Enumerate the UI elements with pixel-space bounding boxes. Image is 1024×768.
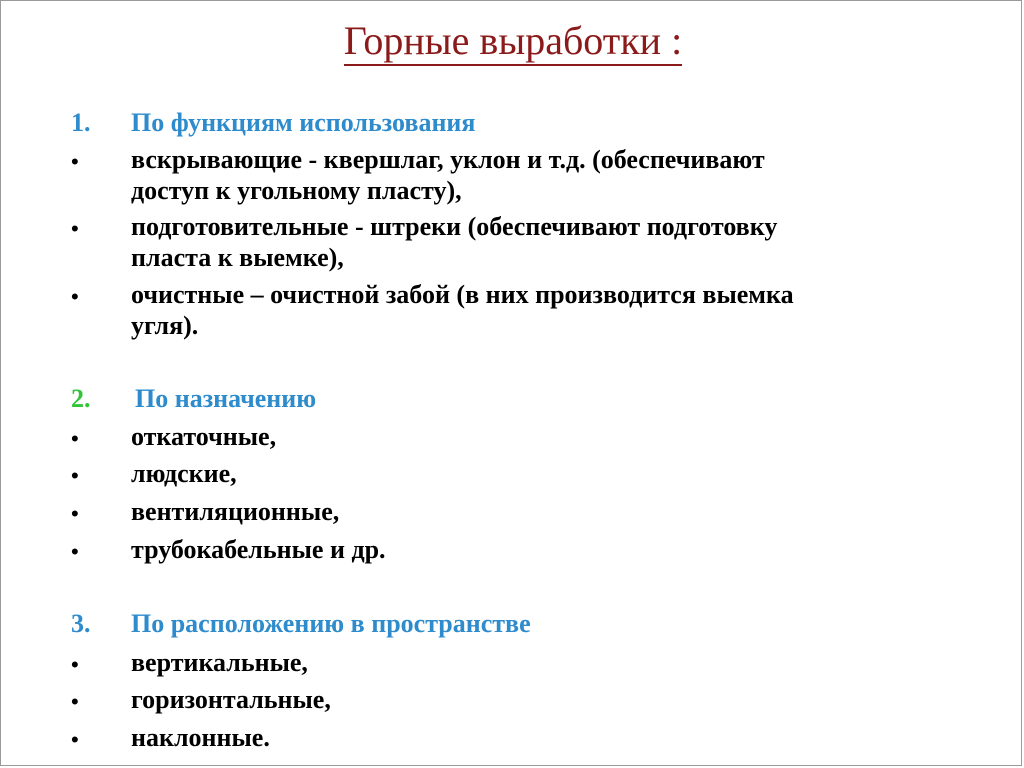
section-3-heading-text: По расположению в пространстве [131, 609, 531, 638]
list-item-line: доступ к угольному пласту), [131, 176, 462, 205]
list-item [1, 534, 1024, 565]
list-item [1, 647, 1024, 678]
bullet-icon: • [71, 216, 79, 241]
list-item-line: трубокабельные и др. [131, 535, 386, 564]
slide-title-text: Горные выработки : [344, 18, 682, 66]
bullet-icon: • [71, 149, 79, 174]
list-item [1, 144, 1024, 206]
list-item-line: вертикальные, [131, 648, 308, 677]
bullet-icon: • [71, 652, 79, 677]
list-item-line: пласта к выемке), [131, 243, 344, 272]
list-item [1, 211, 1024, 273]
section-2-heading-text: По назначению [135, 384, 317, 413]
section-1-marker: 1. [71, 108, 91, 137]
section-3-heading [1, 608, 1024, 639]
list-item-line: подготовительные - штреки (обеспечивают подготовку [131, 212, 778, 241]
list-item-line: откаточные, [131, 422, 277, 451]
section-2-heading [1, 383, 1024, 414]
bullet-icon: • [71, 539, 79, 564]
list-item [1, 421, 1024, 452]
list-item [1, 684, 1024, 715]
bullet-icon: • [71, 463, 79, 488]
list-item [1, 722, 1024, 753]
list-item-line: вскрывающие - квершлаг, уклон и т.д. (обеспечивают [131, 145, 765, 174]
section-1-heading-text: По функциям использования [131, 108, 476, 137]
list-item-line: горизонтальные, [131, 685, 331, 714]
list-item-line: угля). [131, 311, 199, 340]
list-item [1, 279, 1024, 341]
list-item-line: людские, [131, 459, 237, 488]
bullet-icon: • [71, 426, 79, 451]
section-1-heading [1, 107, 1024, 138]
list-item [1, 496, 1024, 527]
list-item-line: наклонные. [131, 723, 270, 752]
list-item-line: вентиляционные, [131, 497, 340, 526]
bullet-icon: • [71, 501, 79, 526]
section-3-marker: 3. [71, 609, 91, 638]
bullet-icon: • [71, 689, 79, 714]
list-item-line: очистные – очистной забой (в них производится выемка [131, 280, 794, 309]
section-2-marker: 2. [71, 384, 91, 413]
bullet-icon: • [71, 727, 79, 752]
bullet-icon: • [71, 284, 79, 309]
list-item [1, 458, 1024, 489]
slide-title [1, 15, 1024, 67]
